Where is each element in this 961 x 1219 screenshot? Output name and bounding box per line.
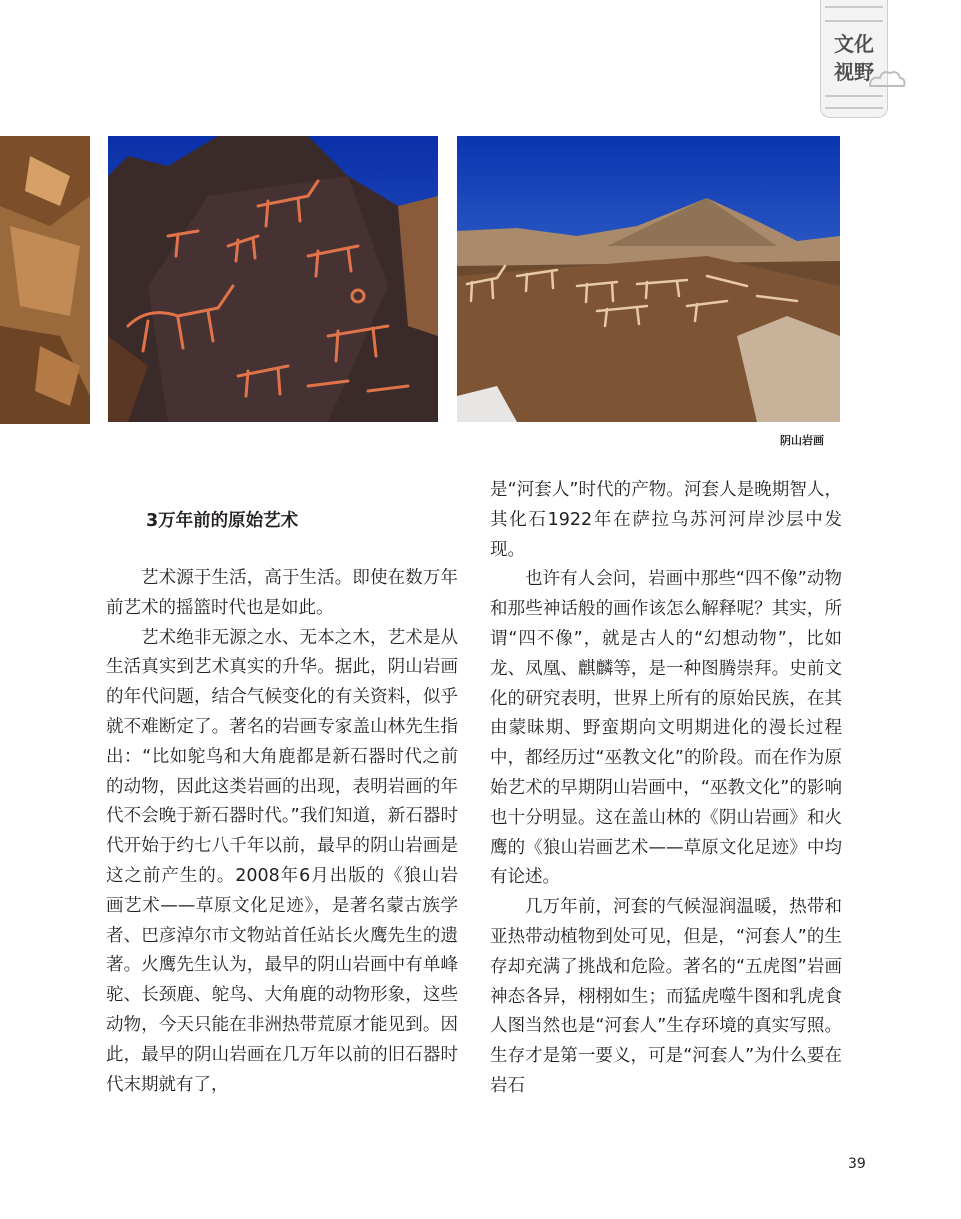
page-number: 39 bbox=[848, 1156, 866, 1172]
paragraph: 艺术绝非无源之水、无本之木，艺术是从生活真实到艺术真实的升华。据此，阴山岩画的年代问题，结合气候变化的有关资料，似乎就不难断定了。著名的岩画专家盖山林先生指出：“比如鸵鸟和大角鹿都是新石器时代之前的动物，因此这类岩画的出现，表明岩画的年代不会晚于新石器时代。”我们知道，新石器时代开始于约七八千年以前，最早的阴山岩画是这之前产生的。2008年6月出版的《狼山岩画艺术——草原文化足迹》，是著名蒙古族学者、巴彦淖尔市文物站首任站长火鹰先生的遗著。火鹰先生认为，最早的阴山岩画中有单峰驼、长颈鹿、鸵鸟、大角鹿的动物形象，这些动物，今天只能在非洲热带荒原才能见到。因此，最早的阴山岩画在几万年以前的旧石器时代末期就有了， bbox=[106, 627, 458, 1095]
left-column bbox=[106, 476, 458, 1100]
section-tag-label: 文化 视野 bbox=[834, 32, 874, 84]
photo-caption: 阴山岩画 bbox=[780, 434, 824, 447]
cloud-ornament-icon bbox=[868, 68, 906, 90]
section-heading: 3万年前的原始艺术 bbox=[146, 511, 299, 531]
tag-ornament-top bbox=[825, 6, 883, 22]
paragraph: 也许有人会问，岩画中那些“四不像”动物和那些神话般的画作该怎么解释呢？其实，所谓“四不像”，就是古人的“幻想动物”，比如龙、凤凰、麒麟等，是一种图腾崇拜。史前文化的研究表明，世界上所有的原始民族，在其由蒙昧期、野蛮期向文明期进化的漫长过程中，都经历过“巫教文化”的阶段。而在作为原始艺术的早期阴山岩画中，“巫教文化”的影响也十分明显。这在盖山林的《阴山岩画》和火鹰的《狼山岩画艺术——草原文化足迹》中均有论述。 bbox=[490, 569, 842, 888]
tag-ornament-bottom bbox=[825, 95, 883, 109]
section-tag bbox=[820, 0, 888, 118]
landscape-petroglyph-photo bbox=[457, 136, 840, 422]
petroglyph-rock-photo bbox=[108, 136, 438, 422]
right-column bbox=[490, 476, 842, 1102]
paragraph-continued: 是“河套人”时代的产物。河套人是晚期智人，其化石1922年在萨拉乌苏河河岸沙层中发现。 bbox=[490, 480, 842, 560]
paragraph: 几万年前，河套的气候湿润温暖，热带和亚热带动植物到处可见，但是，“河套人”的生存却充满了挑战和危险。著名的“五虎图”岩画神态各异，栩栩如生；而猛虎噬牛图和乳虎食人图当然也是“河套人”生存环境的真实写照。生存才是第一要义，可是“河套人”为什么要在岩石 bbox=[490, 897, 842, 1096]
rock-photo-left bbox=[0, 136, 90, 424]
paragraph: 艺术源于生活，高于生活。即使在数万年前艺术的摇篮时代也是如此。 bbox=[106, 568, 458, 618]
